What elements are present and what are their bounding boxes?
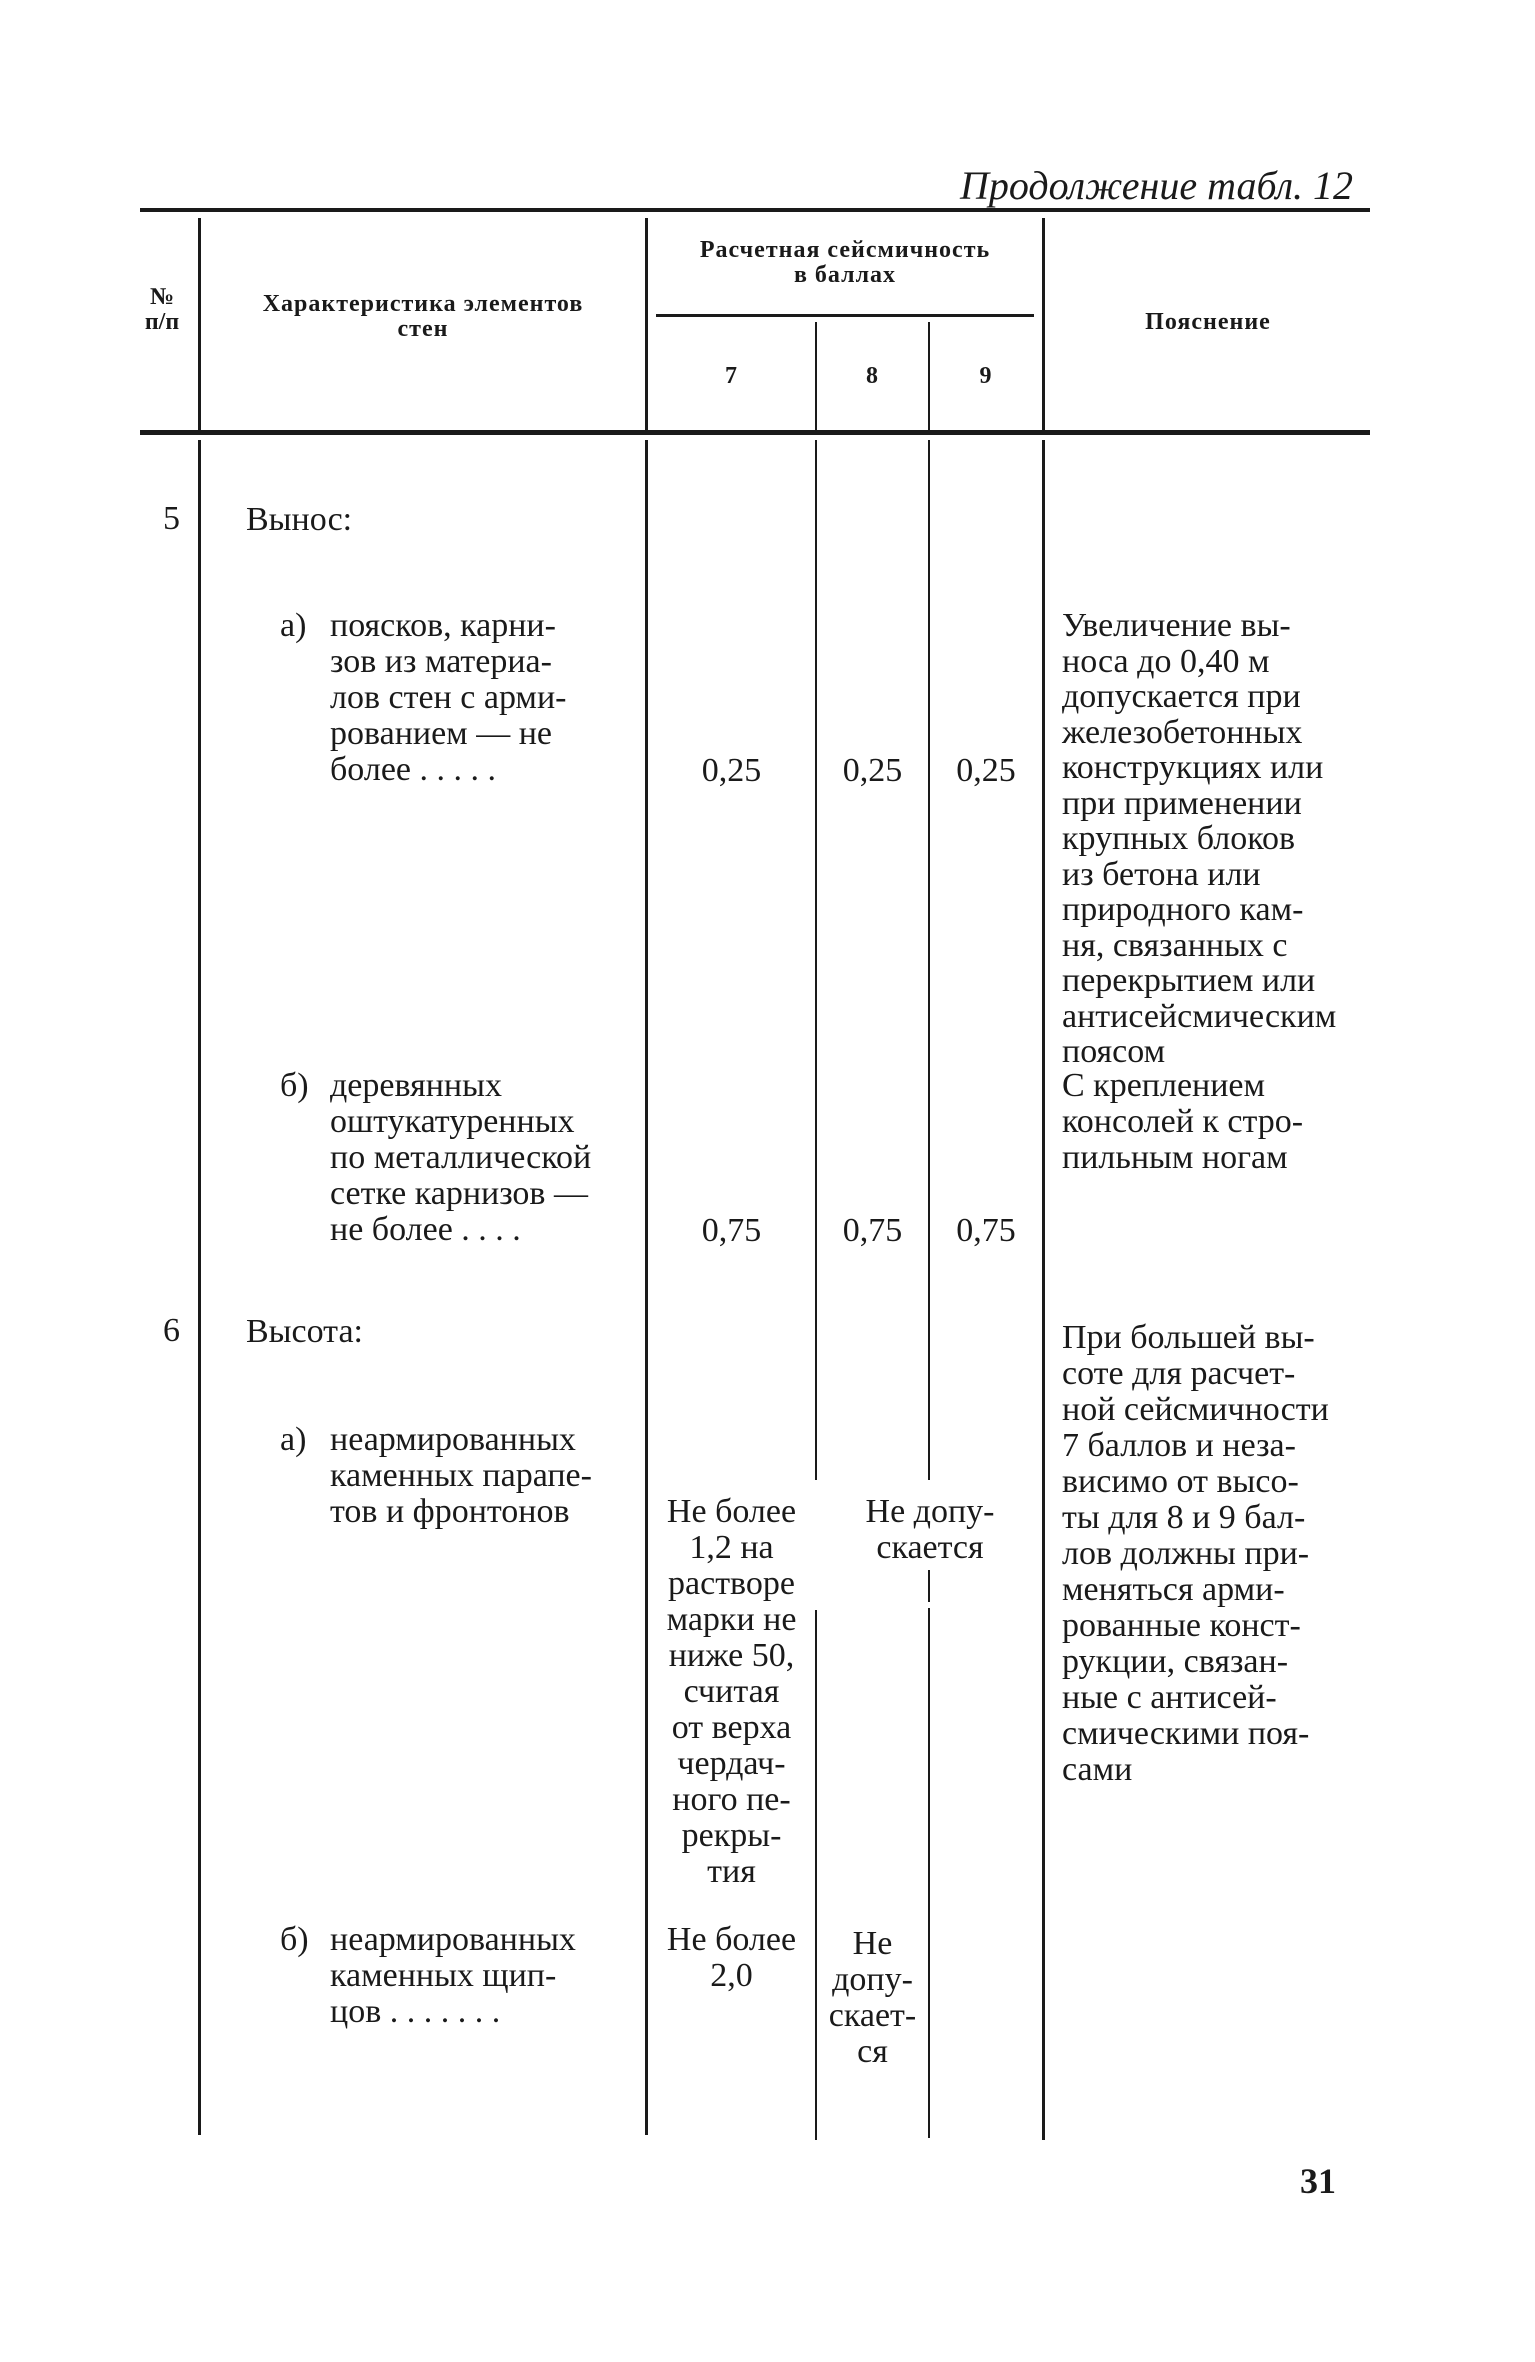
table-continuation-caption: Продолжение табл. 12 <box>960 163 1354 208</box>
row-6-note: При большей вы- соте для расчет- ной сейсмичности 7 баллов и неза- висимо от высо- ты для 8 и 9 бал- лов должны при- меняться арми- рованные конст- рукции, связан- ные с антисей- смическими поя- сами <box>1062 1319 1329 1788</box>
header-col-9: 9 <box>979 363 993 389</box>
row-5b-value-9: 0,75 <box>956 1212 1016 1249</box>
body-vline-4c <box>928 1608 930 2138</box>
row-6-number: 6 <box>163 1312 180 1349</box>
body-vline-5 <box>1042 440 1045 2140</box>
header-vline-1 <box>198 218 201 430</box>
row-6a-characteristic: неармированных каменных парапе- тов и фронтонов <box>330 1421 592 1530</box>
body-vline-4a <box>928 440 930 1480</box>
body-vline-3a <box>815 440 817 1480</box>
row-5b-value-7: 0,75 <box>701 1212 762 1249</box>
header-col-8: 8 <box>866 363 879 389</box>
body-vline-4b <box>928 1570 930 1602</box>
page-number: 31 <box>1300 2161 1336 2201</box>
header-vline-2 <box>645 218 648 430</box>
row-6a-value-8-9: Не допу- скается <box>865 1493 995 1566</box>
row-5-number: 5 <box>163 500 180 537</box>
header-bottom-rule <box>140 430 1370 435</box>
table-top-rule <box>140 208 1370 212</box>
row-6-title: Высота: <box>246 1313 363 1350</box>
row-5a-note: Увеличение вы- носа до 0,40 м допускается при железобетонных конструкциях или при применении крупных блоков из бетона или природного кам- ня, связанных с перекрытием или антисейсмическим поясом <box>1062 607 1337 1070</box>
row-5-title: Вынос: <box>246 501 353 538</box>
seismic-header-divider <box>656 314 1034 317</box>
row-6a-letter: а) <box>280 1421 307 1458</box>
row-6b-value-7: Не более 2,0 <box>666 1921 797 1994</box>
row-5b-letter: б) <box>280 1067 309 1104</box>
row-5a-characteristic: поясков, карни- зов из материа- лов стен с арми- рованием — не более . . . . . <box>330 607 567 788</box>
row-5b-characteristic: деревянных оштукатуренных по металлической сетке карнизов — не более . . . . <box>330 1067 592 1248</box>
header-note: Пояснение <box>1145 309 1271 335</box>
header-number: № п/п <box>144 284 180 335</box>
row-6b-value-8: Не допу- скает- ся <box>828 1925 917 2070</box>
header-vline-5 <box>1042 218 1045 430</box>
body-vline-1 <box>198 440 201 2135</box>
row-6b-characteristic: неармированных каменных щип- цов . . . . . . . <box>330 1921 576 2030</box>
row-5b-note: С креплением консолей к стро- пильным ногам <box>1062 1067 1304 1176</box>
row-5a-value-8: 0,25 <box>842 752 903 789</box>
row-6b-letter: б) <box>280 1921 309 1958</box>
row-5b-value-8: 0,75 <box>842 1212 903 1249</box>
row-5a-value-7: 0,25 <box>701 752 762 789</box>
row-5a-value-9: 0,25 <box>956 752 1016 789</box>
header-seismic: Расчетная сейсмичность в баллах <box>699 237 991 288</box>
row-5a-letter: а) <box>280 607 307 644</box>
header-col-7: 7 <box>725 363 738 389</box>
header-characteristic: Характеристика элементов стен <box>262 291 584 342</box>
row-6a-value-7: Не более 1,2 на растворе марки не ниже 50, считая от верха чердач- ного пе- рекры- тия <box>666 1493 797 1890</box>
